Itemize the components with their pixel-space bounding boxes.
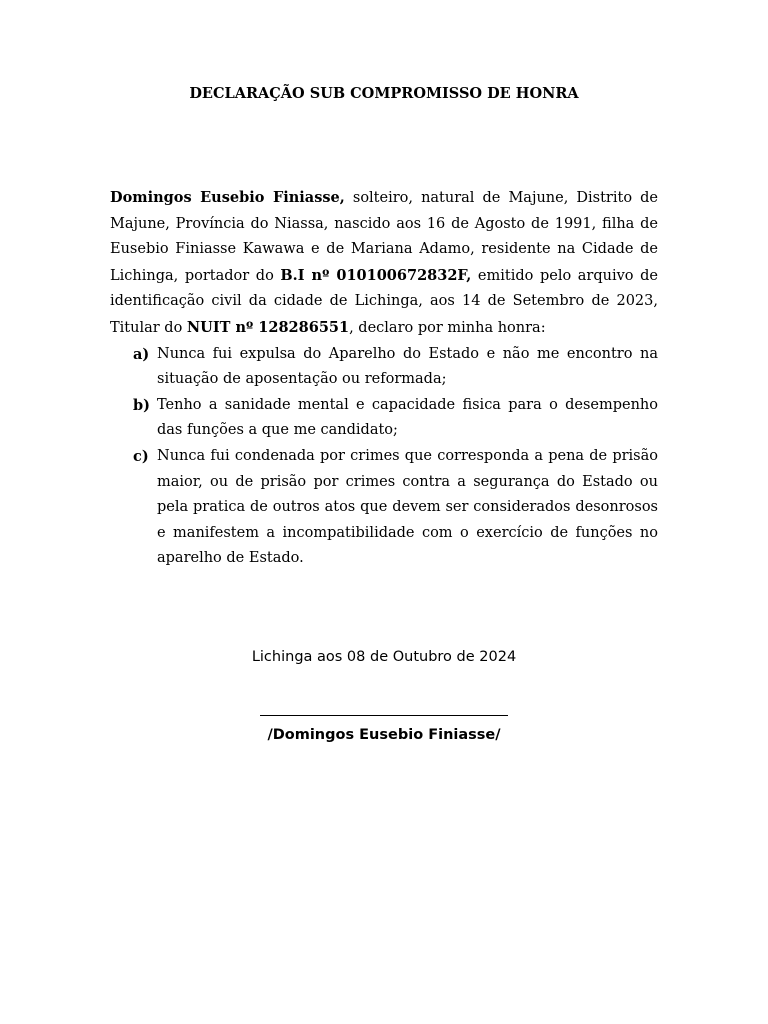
list-item-text: Nunca fui expulsa do Aparelho do Estado e não me encontro na situação de aposentação ou reformada; [157,345,658,388]
declarant-name: Domingos Eusebio Finiasse, [110,189,345,206]
place-and-date: Lichinga aos 08 de Outubro de 2024 [251,649,517,665]
signature-line [260,715,508,716]
list-item-text: Nunca fui condenada por crimes que corresponda a pena de prisão maior, ou de prisão por crimes contra a segurança do Estado ou pela pratica de outros atos que devem ser considerados desonrosos e manifestem a incompatibilidade com o exercício de funções no aparelho de Estado. [157,447,658,567]
list-marker: b) [133,396,150,414]
bi-number: B.I nº 010100672832F, [280,266,472,284]
intro-text-2: emitido pelo arquivo de identificação civil da cidade de Lichinga, aos 14 de Setembro de 2023, Titular do [110,267,658,336]
list-marker: c) [133,447,149,465]
list-item-text: Tenho a sanidade mental e capacidade fisica para o desempenho das funções a que me candidato; [157,396,658,439]
list-item [110,444,658,572]
list-marker: a) [133,345,150,363]
declaration-list [110,342,658,572]
list-item [110,342,658,393]
document-title: DECLARAÇÃO SUB COMPROMISSO DE HONRA [189,85,579,102]
intro-paragraph [110,185,658,342]
nuit-number: NUIT nº 128286551 [186,318,350,336]
intro-text-3: , declaro por minha honra: [349,319,546,336]
intro-text-1: solteiro, natural de Majune, Distrito de Majune, Província do Niassa, nascido aos 16 de Agosto de 1991, filha de Eusebio Finiasse Kawawa e de Mariana Adamo, residente na Cidade de Lichinga, portador do [110,190,658,284]
declaration-body [110,185,658,572]
signature-name: /Domingos Eusebio Finiasse/ [267,727,501,743]
list-item [110,393,658,444]
